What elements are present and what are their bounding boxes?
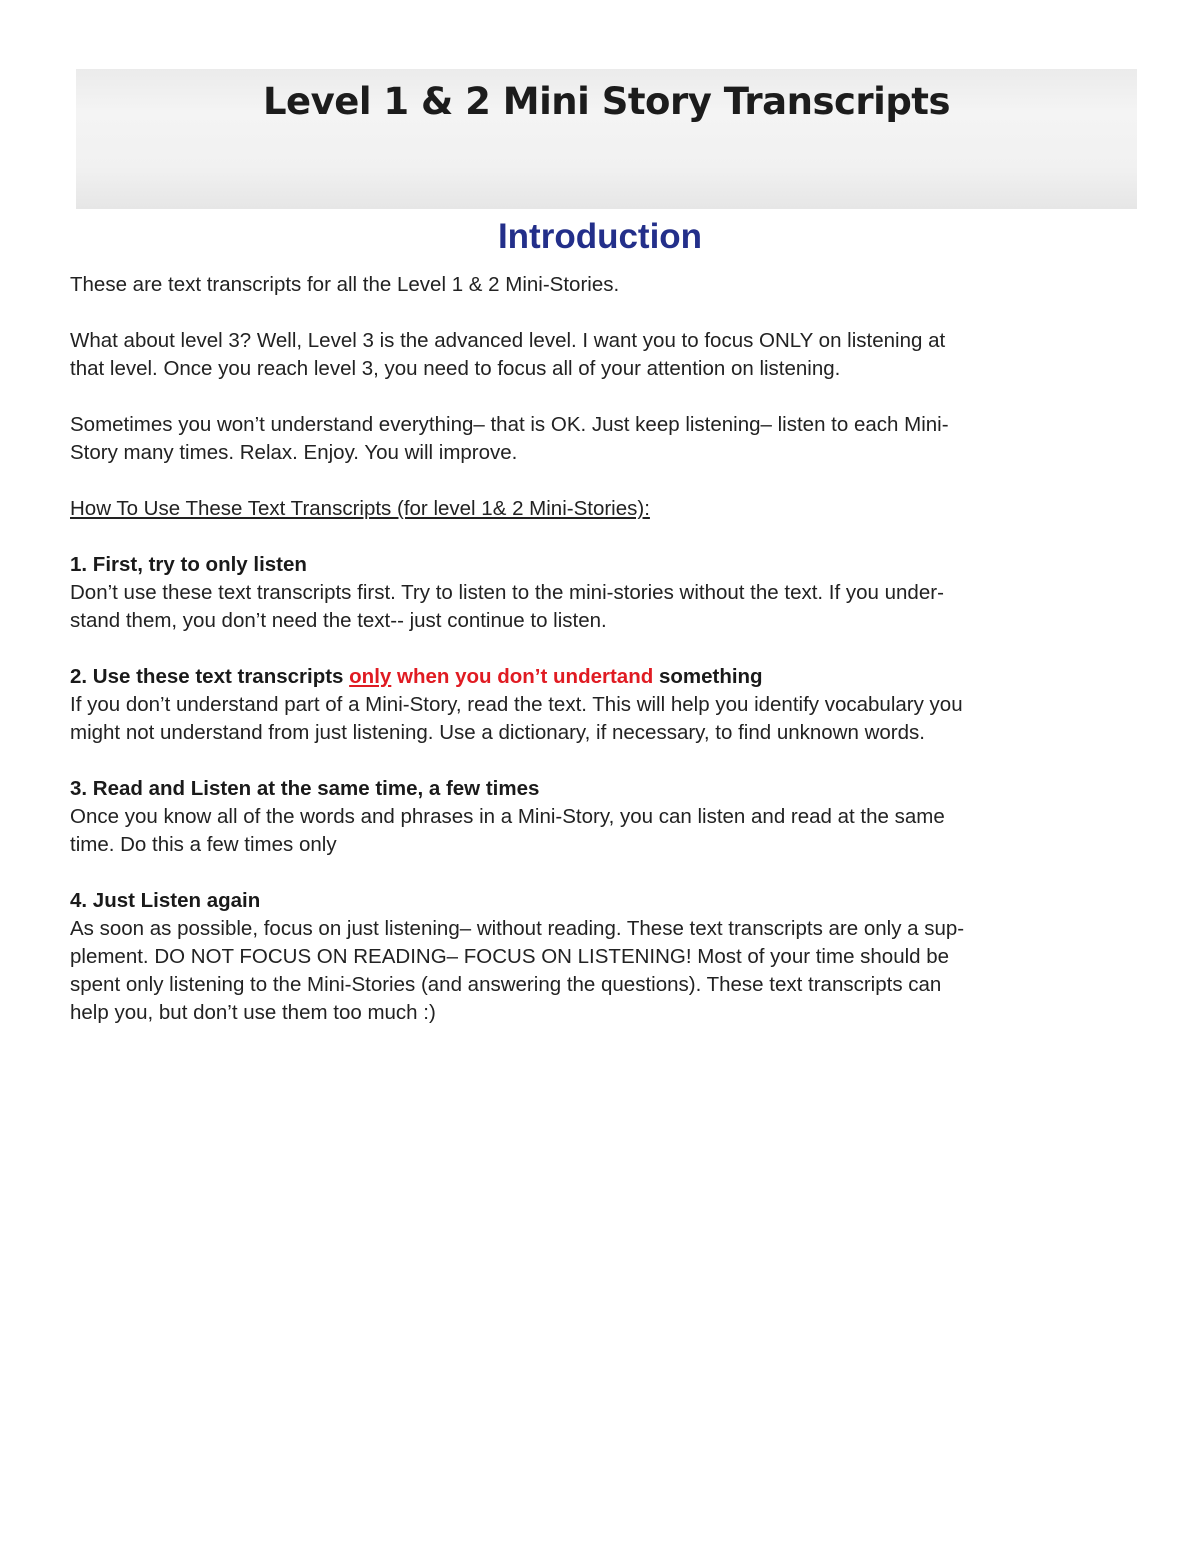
step-4-line-4: help you, but don’t use them too much :) — [70, 1001, 436, 1024]
how-to-subheading: How To Use These Text Transcripts (for level 1& 2 Mini-Stories): — [70, 497, 650, 520]
intro-p2-line2: that level. Once you reach level 3, you need to focus all of your attention on listening. — [70, 357, 841, 380]
intro-p3-line1: Sometimes you won’t understand everything– that is OK. Just keep listening– listen to each Mini- — [70, 413, 949, 436]
step-2-line-2: might not understand from just listening. Use a dictionary, if necessary, to find unknown words. — [70, 721, 925, 744]
step-2-title — [70, 665, 763, 688]
intro-p2-line1: What about level 3? Well, Level 3 is the advanced level. I want you to focus ONLY on listening at — [70, 329, 946, 352]
step-2-title-emphasis-red: when you don’t undertand — [391, 665, 659, 688]
step-4 — [70, 887, 1130, 1027]
step-3-line-2: time. Do this a few times only — [70, 833, 337, 856]
step-2-title-emphasis-only: only — [349, 665, 392, 688]
step-1-line-1: Don’t use these text transcripts first. Try to listen to the mini-stories without the text. If you under- — [70, 581, 944, 604]
document-body — [70, 271, 1130, 1055]
step-4-line-2: plement. DO NOT FOCUS ON READING– FOCUS ON LISTENING! Most of your time should be — [70, 945, 950, 968]
intro-paragraph-1 — [70, 271, 1130, 299]
step-1-line-2: stand them, you don’t need the text-- just continue to listen. — [70, 609, 607, 632]
introduction-heading: Introduction — [497, 217, 703, 256]
intro-paragraph-3 — [70, 411, 1130, 467]
intro-paragraph-2 — [70, 327, 1130, 383]
step-3-line-1: Once you know all of the words and phrases in a Mini-Story, you can listen and read at the same — [70, 805, 945, 828]
intro-p3-line2: Story many times. Relax. Enjoy. You will improve. — [70, 441, 518, 464]
step-4-line-3: spent only listening to the Mini-Stories (and answering the questions). These text transcripts can — [70, 973, 942, 996]
title-banner — [76, 69, 1137, 209]
step-2 — [70, 663, 1130, 747]
step-3 — [70, 775, 1130, 859]
step-2-title-part-d: something — [658, 665, 763, 688]
step-4-title: 4. Just Listen again — [70, 889, 261, 912]
step-2-title-part-a: 2. Use these text transcripts — [70, 665, 350, 688]
step-1 — [70, 551, 1130, 635]
step-3-title: 3. Read and Listen at the same time, a few times — [70, 777, 540, 800]
step-4-line-1: As soon as possible, focus on just listening– without reading. These text transcripts are only a sup- — [70, 917, 965, 940]
step-1-title: 1. First, try to only listen — [70, 553, 307, 576]
document-title: Level 1 & 2 Mini Story Transcripts — [262, 80, 951, 123]
intro-p1-text: These are text transcripts for all the Level 1 & 2 Mini-Stories. — [70, 273, 620, 296]
step-2-line-1: If you don’t understand part of a Mini-Story, read the text. This will help you identify vocabulary you — [70, 693, 963, 716]
